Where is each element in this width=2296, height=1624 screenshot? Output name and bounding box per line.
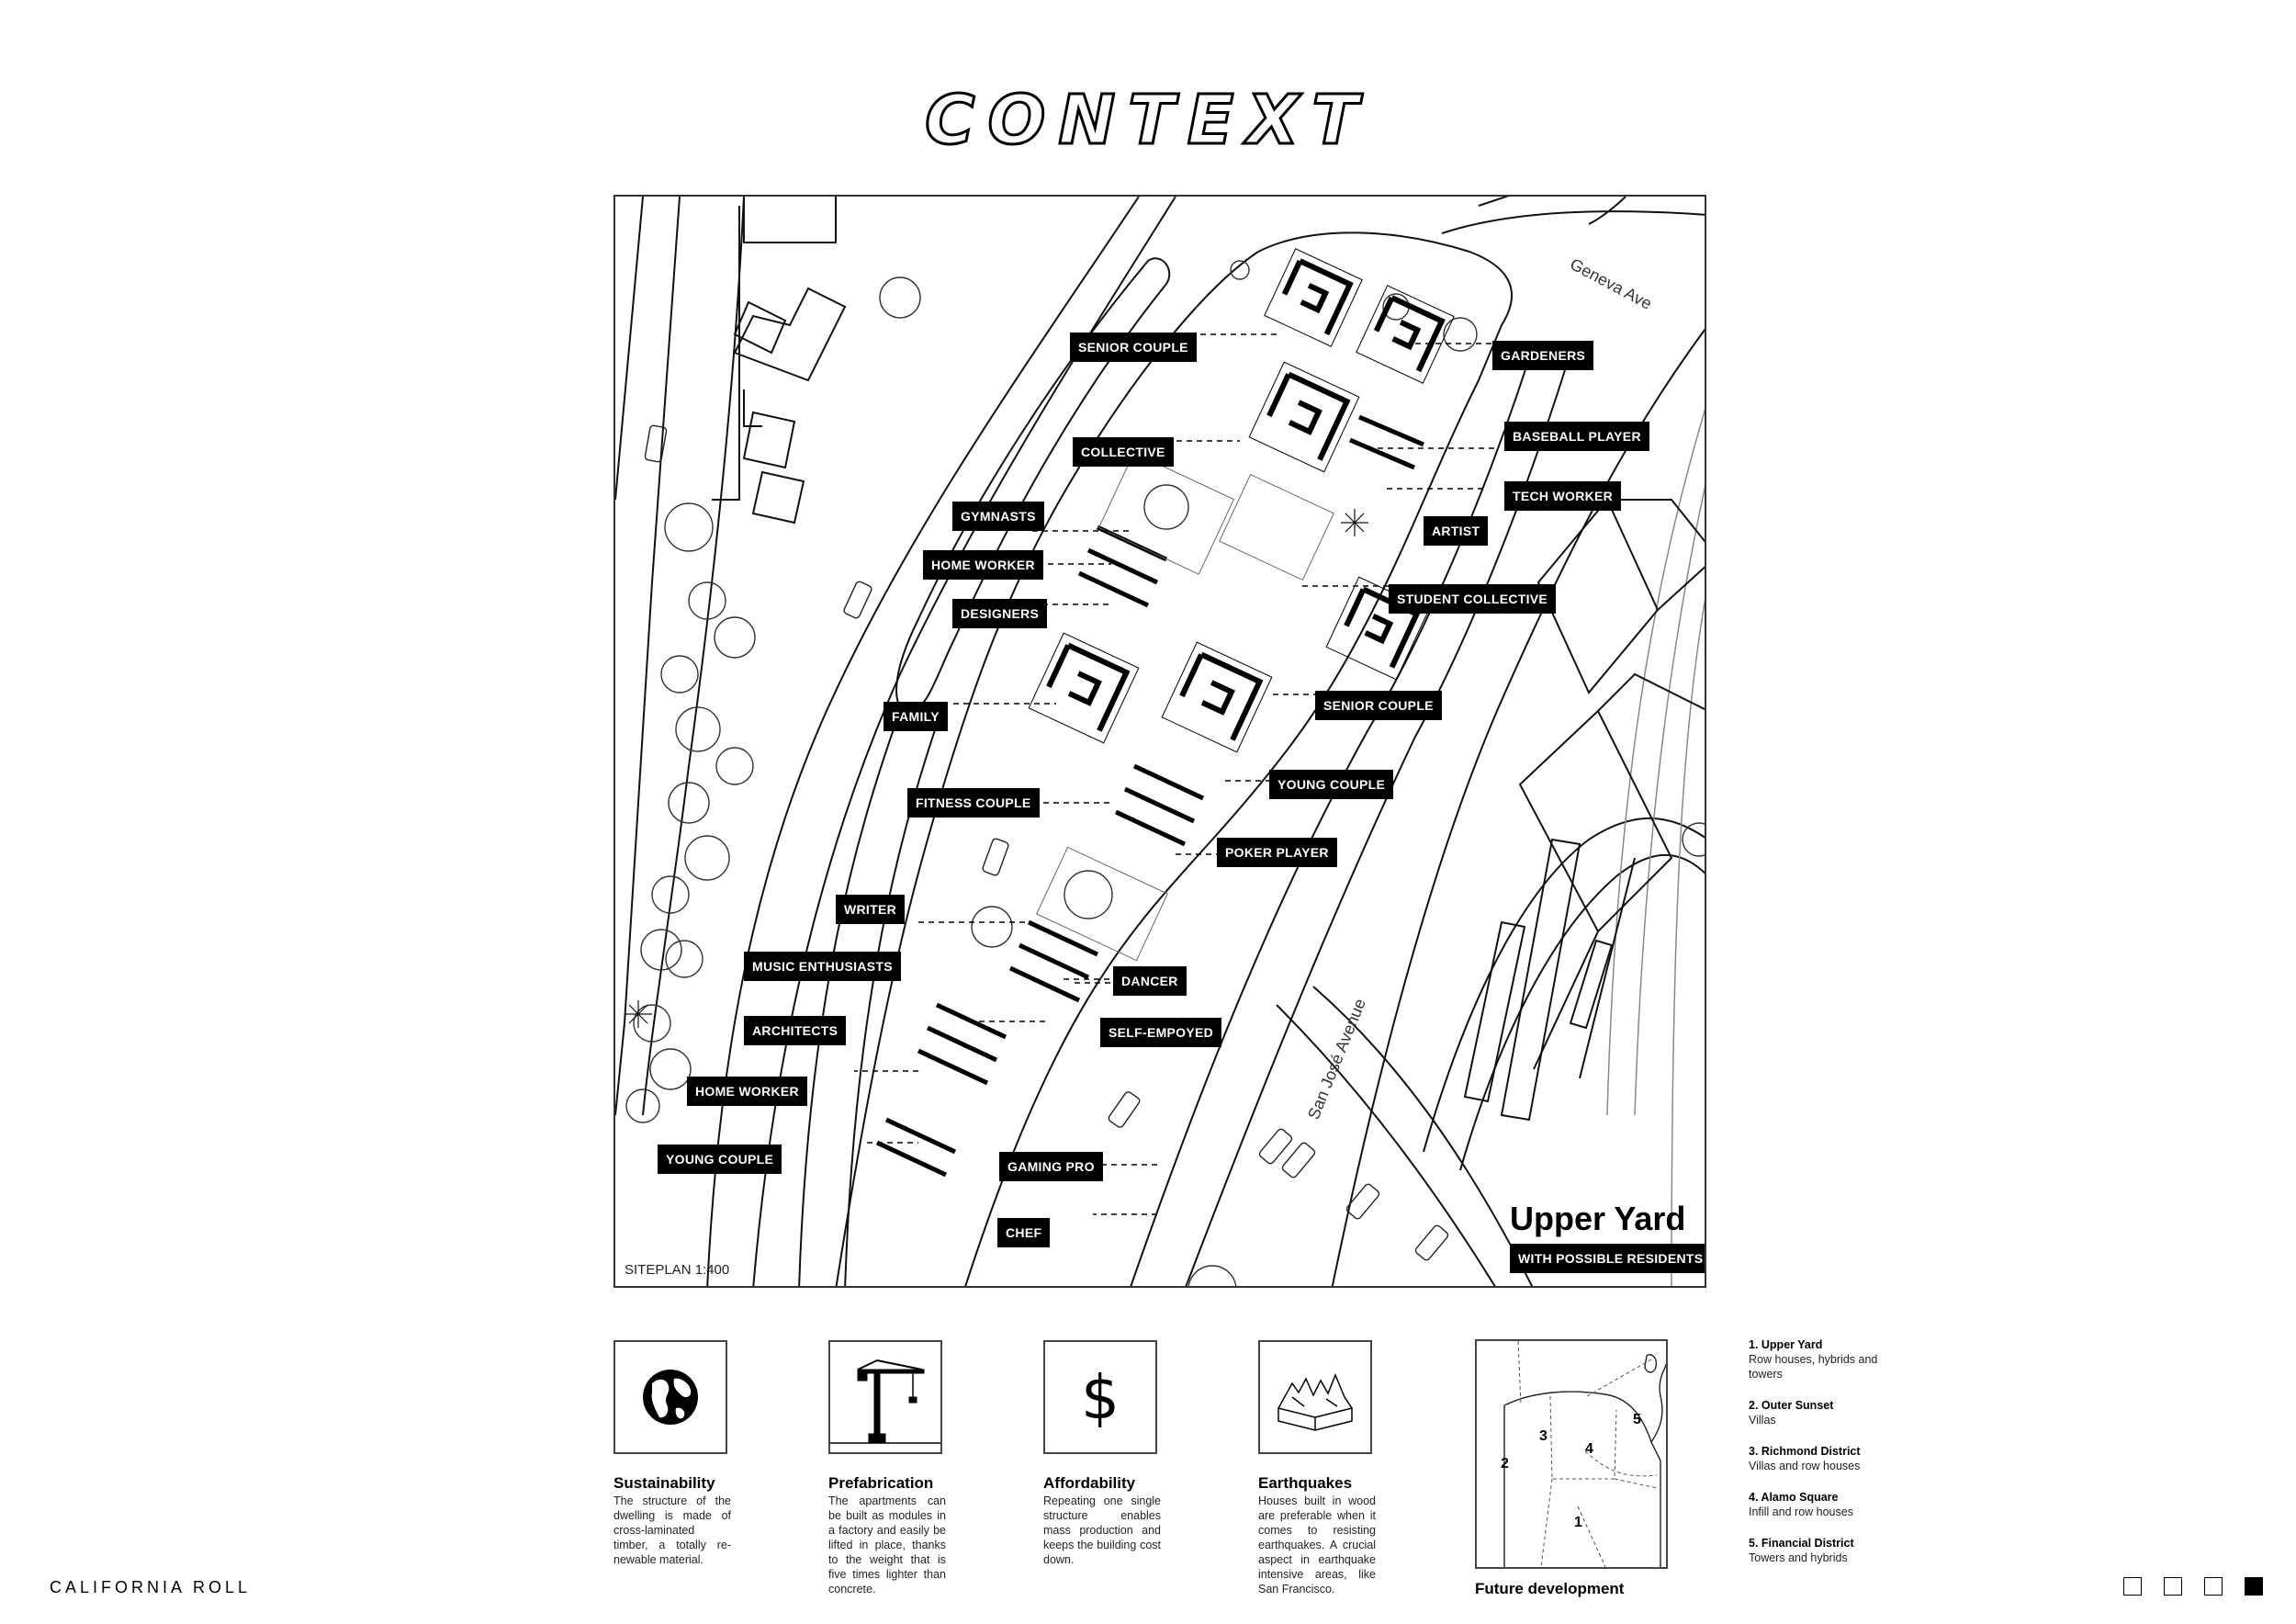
resident-label: POKER PLAYER — [1217, 838, 1337, 867]
future-development-caption: Future development — [1475, 1580, 1625, 1597]
resident-label: TECH WORKER — [1504, 481, 1621, 511]
resident-label: MUSIC ENTHUSIASTS — [744, 952, 901, 981]
crane-icon — [828, 1340, 942, 1454]
plan-name: Upper Yard — [1510, 1200, 1686, 1237]
resident-label: GYMNASTS — [952, 502, 1044, 531]
street-label-san-jose: San José Avenue — [1304, 996, 1369, 1122]
feature-text: Houses built in wood are preferable when it comes to resisting earthquakes. A crucial aspect in earthquake intensive areas, like San Francisco. — [1258, 1494, 1376, 1596]
legend-item-name: 5. Financial District — [1749, 1537, 1854, 1550]
legend-item — [1749, 1536, 1905, 1565]
feature-title: Earthquakes — [1258, 1474, 1353, 1492]
feature-title: Sustainability — [613, 1474, 715, 1492]
globe-icon — [613, 1340, 727, 1454]
page-indicator-2[interactable] — [2164, 1577, 2182, 1596]
resident-label: YOUNG COUPLE — [1269, 770, 1393, 799]
legend-item-name: 2. Outer Sunset — [1749, 1399, 1834, 1412]
legend-item-name: 1. Upper Yard — [1749, 1338, 1823, 1351]
map-number: 1 — [1574, 1515, 1582, 1530]
project-name: CALIFORNIA ROLL — [50, 1578, 252, 1596]
plan-subtitle: WITH POSSIBLE RESIDENTS — [1510, 1244, 1706, 1273]
legend-item-name: 3. Richmond District — [1749, 1445, 1861, 1458]
resident-label: DANCER — [1113, 966, 1187, 996]
map-number: 5 — [1633, 1412, 1641, 1427]
resident-label: DESIGNERS — [952, 599, 1047, 628]
page-indicator-4[interactable] — [2245, 1577, 2263, 1596]
resident-label: ARTIST — [1424, 516, 1488, 546]
earthquake-icon — [1258, 1340, 1372, 1454]
resident-label: COLLECTIVE — [1073, 437, 1174, 467]
legend-item-desc: Row houses, hybrids and towers — [1749, 1353, 1878, 1381]
resident-label: GAMING PRO — [999, 1152, 1103, 1181]
svg-text:$: $ — [1081, 1362, 1120, 1433]
map-number: 2 — [1501, 1456, 1509, 1472]
resident-label: HOME WORKER — [687, 1077, 807, 1106]
feature-title: Affordability — [1043, 1474, 1136, 1492]
dollar-icon — [1043, 1340, 1157, 1454]
resident-label: SENIOR COUPLE — [1315, 691, 1442, 720]
future-development-map — [1475, 1339, 1668, 1569]
resident-label: STUDENT COLLECTIVE — [1389, 584, 1556, 614]
resident-label: SENIOR COUPLE — [1070, 333, 1197, 362]
resident-label: FAMILY — [884, 702, 948, 731]
legend-item-desc: Villas — [1749, 1414, 1776, 1427]
legend-item-desc: Villas and row houses — [1749, 1460, 1861, 1472]
street-label-geneva: Geneva Ave — [1567, 254, 1655, 313]
legend-item-desc: Towers and hybrids — [1749, 1551, 1848, 1564]
resident-label: BASEBALL PLAYER — [1504, 422, 1649, 451]
feature-text: The apartments can be built as modules in a factory and easily be lifted in place, thanks to the weight that is five times lighter than concrete. — [828, 1494, 946, 1596]
resident-label: FITNESS COUPLE — [907, 788, 1040, 818]
legend-item-name: 4. Alamo Square — [1749, 1491, 1839, 1504]
page-indicator-1[interactable] — [2123, 1577, 2142, 1596]
map-number: 4 — [1585, 1441, 1593, 1457]
legend-item — [1749, 1444, 1905, 1473]
resident-label: ARCHITECTS — [744, 1016, 846, 1045]
feature-title: Prefabrication — [828, 1474, 934, 1492]
page-title: CONTEXT — [925, 81, 1371, 160]
plan-scale: SITEPLAN 1:400 — [625, 1262, 730, 1278]
resident-label: YOUNG COUPLE — [658, 1145, 782, 1174]
resident-label: HOME WORKER — [923, 550, 1043, 580]
resident-label: SELF-EMPOYED — [1100, 1018, 1221, 1047]
map-number: 3 — [1539, 1428, 1548, 1444]
legend-item — [1749, 1398, 1905, 1427]
siteplan — [613, 195, 1706, 1288]
resident-label: WRITER — [836, 895, 905, 924]
feature-text: The structure of the dwelling is made of cross-laminated timber, a totally re-newable material. — [613, 1494, 731, 1566]
page-indicator-3[interactable] — [2204, 1577, 2223, 1596]
legend-item-desc: Infill and row houses — [1749, 1506, 1853, 1518]
feature-text: Repeating one single structure enables mass production and keeps the building cost down. — [1043, 1494, 1161, 1566]
legend-item — [1749, 1490, 1905, 1519]
future-legend — [1749, 1337, 1905, 1582]
legend-item — [1749, 1337, 1905, 1382]
resident-label: CHEF — [997, 1218, 1050, 1247]
resident-label: GARDENERS — [1492, 341, 1593, 370]
